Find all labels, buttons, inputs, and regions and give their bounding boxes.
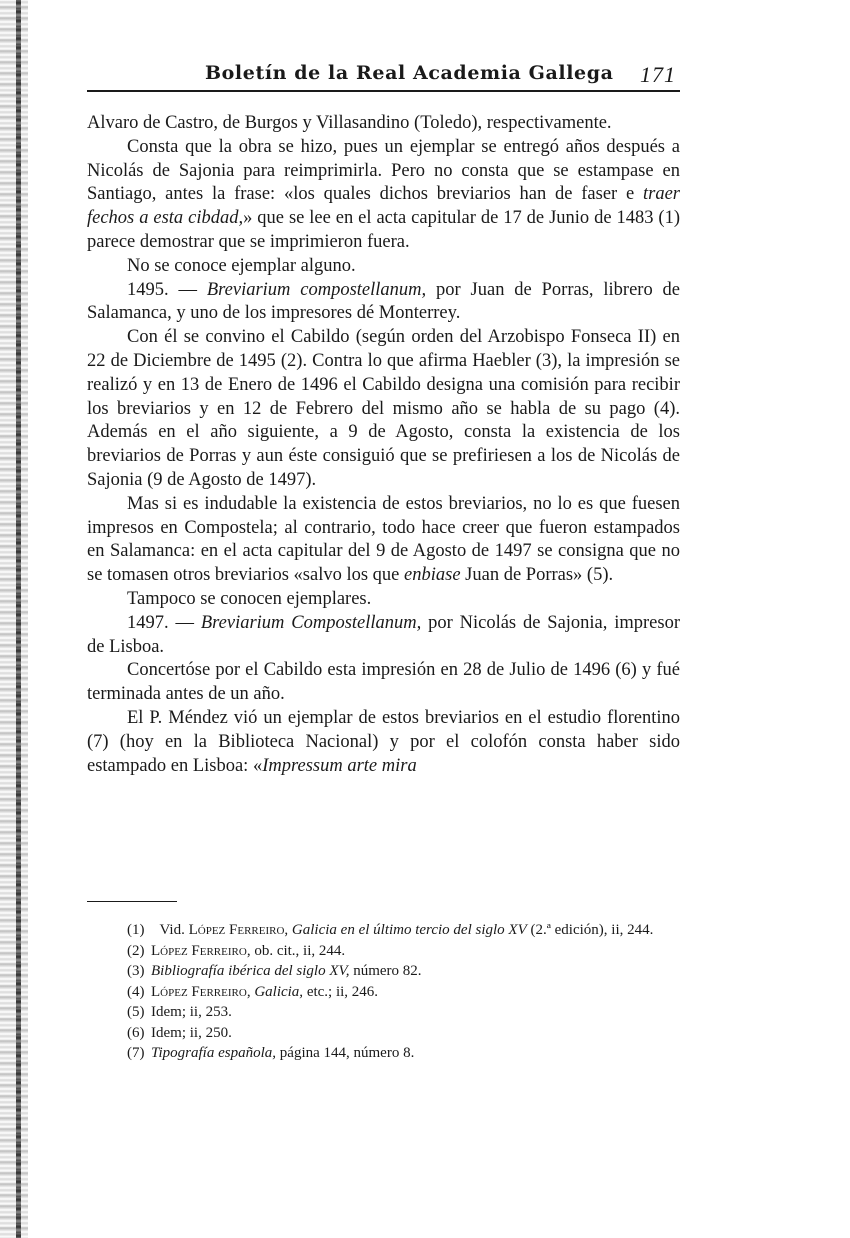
footnote-number: (1) [127, 922, 145, 938]
footnote-text [151, 941, 680, 962]
footnote-3 [87, 961, 680, 982]
paragraph [87, 255, 680, 279]
footnote-4 [87, 982, 680, 1003]
paragraph-text: Con él se convino el Cabildo (según orden del Arzobispo Fonseca II) en 22 de Diciembre de 1495 (2). Contra lo que afirma Haebler (3), la impresión se realizó y en 13 de Enero de 1496 el Cabildo designa una comisión para recibir los breviarios y en 12 de Febrero del mismo año se habla de su pago (4). Además en el año siguiente, a 9 de Agosto, consta la existencia de los breviarios de Porras y aun éste consiguió que se prefiriesen a los de Nicolás de Sajonia (9 de Agosto de 1497). [87, 327, 680, 490]
paragraph-text: por Nicolás de Sajonia, impresor de Lisboa. [87, 612, 681, 657]
footnote-text [151, 961, 680, 982]
work-title: Galicia en el último tercio del siglo XV [291, 922, 527, 938]
paragraph [87, 112, 680, 136]
paragraph-text: por Juan de Porras, librero de Salamanca, y uno de los impresores dé Monterrey. [87, 279, 681, 324]
book-title: Breviarium compostellanum, [206, 279, 427, 300]
page-header [87, 60, 680, 92]
footnote-rule [87, 901, 177, 902]
footnote-number: (4) [127, 983, 145, 1000]
paragraph [87, 707, 680, 778]
footnote-text: , ob. cit., ii, 244. [246, 942, 346, 959]
footnote-2 [87, 941, 680, 962]
footnote-text: número 82. [349, 963, 422, 979]
footnote-text: , [284, 922, 292, 938]
footnote-text: Idem; ii, 253. [151, 1004, 232, 1020]
paragraph-text: Tampoco se conocen ejemplares. [127, 588, 372, 609]
running-title: Boletín de la Real Academia Gallega [205, 62, 614, 84]
paragraph [87, 493, 680, 588]
footnote-number: (6) [127, 1024, 145, 1041]
author-name: López Ferreiro [151, 983, 247, 1000]
footnotes [87, 920, 680, 1064]
entry-year: 1495. — [127, 279, 207, 300]
paragraph [87, 659, 680, 707]
work-title: Tipografía española, [151, 1045, 277, 1061]
footnote-text: Vid. [159, 922, 189, 938]
entry-year: 1497. — [127, 612, 201, 633]
footnote-1 [87, 920, 680, 941]
paragraph-text: Concertóse por el Cabildo esta impresión en 28 de Julio de 1496 (6) y fué terminada antes de un año. [87, 660, 680, 705]
book-binding-edge [0, 0, 28, 1238]
paragraph-text: Mas si es indudable la existencia de estos breviarios, no lo es que fuesen impresos en Compostela; al contrario, todo hace creer que fueron estampados en Salamanca: en el acta capitular del 9 de Agosto de 1497 se consigna que no se tomasen otros breviarios «salvo los que [87, 493, 680, 586]
footnote-number: (7) [127, 1045, 145, 1061]
main-text [87, 112, 680, 778]
paragraph-text: Consta que la obra se hizo, pues un ejemplar se entregó años después a Nicolás de Sajonia para reimprimirla. Pero no consta que se estampase en Santiago, antes la frase: «los quales dichos breviarios han de faser e [87, 136, 680, 205]
footnote-text: Idem; ii, 250. [151, 1024, 232, 1041]
paragraph [87, 279, 680, 327]
footnote-5 [87, 1002, 680, 1023]
page-number: 171 [640, 62, 676, 87]
footnote-number: (3) [127, 963, 145, 979]
footnote-text: etc.; ii, 246. [303, 983, 379, 1000]
italic-quote: traer fechos a esta cibdad, [87, 184, 680, 229]
paragraph [87, 326, 680, 493]
author-name: López Ferreiro [151, 942, 247, 959]
paragraph-text: Alvaro de Castro, de Burgos y Villasandino (Toledo), respectivamente. [87, 113, 612, 133]
footnote-text [151, 982, 680, 1003]
footnote-6 [87, 1023, 680, 1044]
footnote-7 [87, 1043, 680, 1064]
paragraph-text: Juan de Porras» (5). [460, 565, 614, 586]
footnote-text: , [246, 983, 255, 1000]
work-title: Galicia, [254, 983, 304, 1000]
latin-quote: Impressum arte mira [262, 755, 417, 776]
paragraph-text: El P. Méndez vió un ejemplar de estos breviarios en el estudio florentino (7) (hoy en la Biblioteca Nacional) y por el colofón consta haber sido estampado en Lisboa: « [87, 707, 680, 776]
paragraph [87, 136, 680, 255]
footnote-text: página 144, número 8. [276, 1045, 415, 1061]
paragraph [87, 588, 680, 612]
footnote-number: (5) [127, 1004, 145, 1020]
book-title: Breviarium Compostellanum, [200, 612, 422, 633]
paragraph-text: » que se lee en el acta capitular de 17 de Junio de 1483 (1) parece demostrar que se imprimieron fuera. [87, 208, 680, 252]
paragraph-text: No se conoce ejemplar alguno. [127, 255, 356, 276]
paragraph [87, 612, 680, 660]
footnote-text: (2.ª edición), ii, 244. [526, 922, 654, 938]
work-title: Bibliografía ibérica del siglo XV, [151, 963, 350, 979]
author-name: López Ferreiro [188, 922, 285, 938]
footnote-text [151, 1043, 680, 1064]
italic-word: enbiase [404, 565, 461, 586]
footnote-number: (2) [127, 942, 145, 959]
